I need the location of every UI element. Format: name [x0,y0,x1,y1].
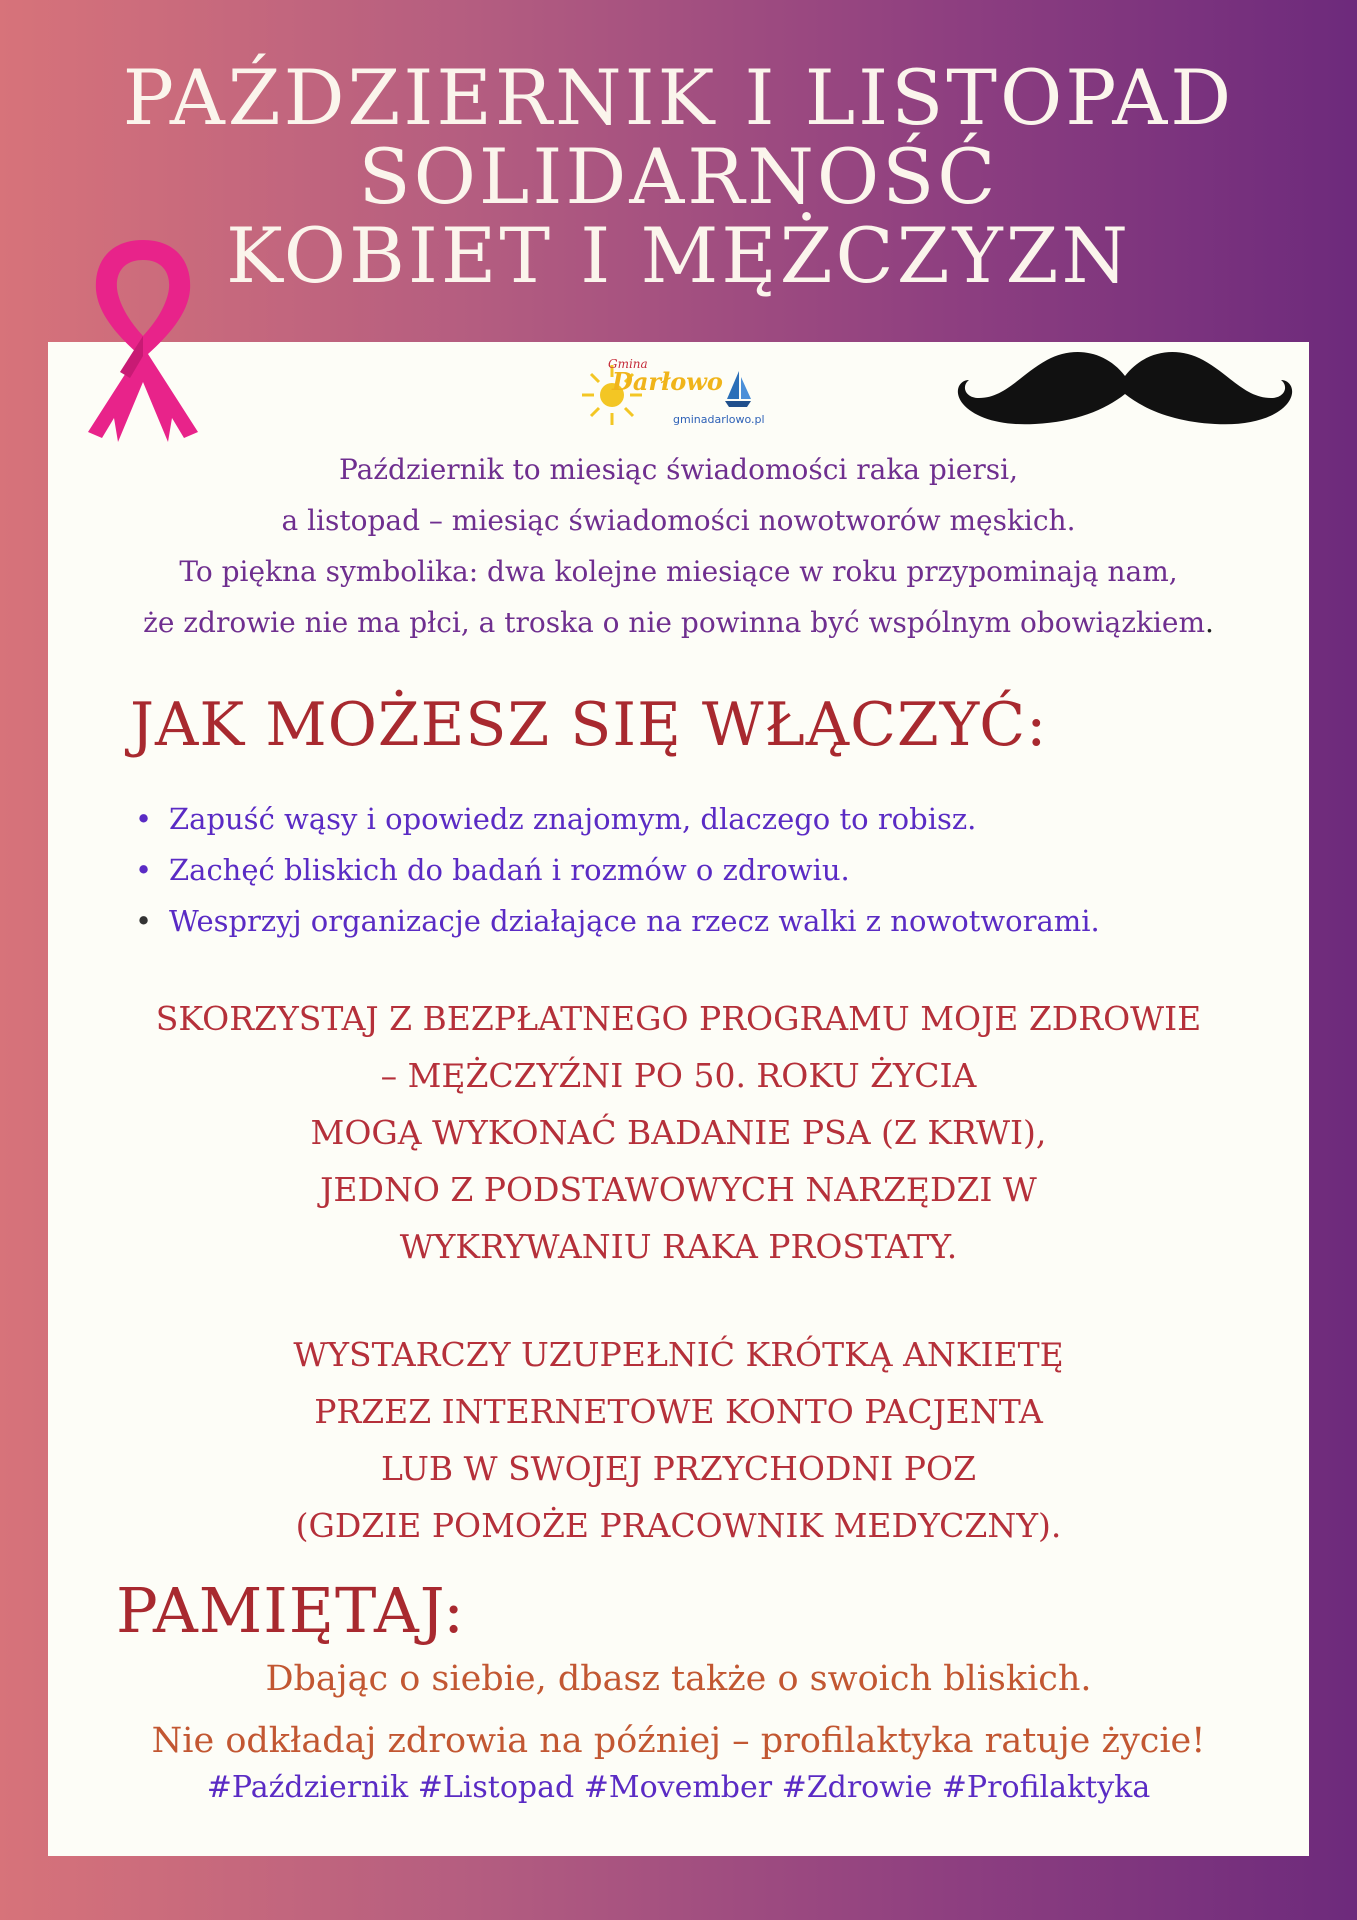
survey-info [48,1326,1309,1554]
list-item-text: Zachęć bliskich do badań i rozmów o zdrowiu. [169,853,850,887]
title-line-1: PAŹDZIERNIK I LISTOPAD [122,53,1235,142]
intro-line-1: Październik to miesiąc świadomości raka piersi, [339,453,1018,486]
intro-line-4-end: . [1205,606,1214,639]
program-line: WYKRYWANIU RAKA PROSTATY. [399,1227,958,1266]
title-line-2: SOLIDARNOŚĆ [358,132,999,221]
remember-text [48,1648,1309,1772]
list-item-text: Wesprzyj organizacje działające na rzecz walki z nowotworami. [169,904,1100,938]
program-line: – MĘŻCZYŹNI PO 50. ROKU ŻYCIA [380,1056,977,1095]
survey-line: WYSTARCZY UZUPEŁNIĆ KRÓTKĄ ANKIETĘ [293,1335,1064,1374]
list-item [135,794,1100,845]
hashtags: #Październik #Listopad #Movember #Zdrowie #Profilaktyka [206,1770,1151,1805]
mustache-icon [955,346,1295,446]
intro-line-4 [48,597,1309,648]
intro-line-3: To piękna symbolika: dwa kolejne miesiące w roku przypominają nam, [179,555,1178,588]
program-info [48,990,1309,1275]
sailboat-icon [723,369,753,409]
list-item [135,896,1100,947]
intro-paragraph [48,444,1309,648]
title-line-3: KOBIET I MĘŻCZYZN [226,211,1131,300]
program-line: JEDNO Z PODSTAWOWYCH NARZĘDZI W [320,1170,1037,1209]
program-line: MOGĄ WYKONAĆ BADANIE PSA (Z KRWI), [310,1113,1047,1152]
logo-name: Darłowo [612,367,723,396]
logo-prefix: Gmina [608,357,648,371]
remember-line-2: Nie odkładaj zdrowia na później – profilaktyka ratuje życie! [151,1721,1206,1761]
survey-line: LUB W SWOJEJ PRZYCHODNI POZ [381,1449,976,1488]
logo-url: gminadarlowo.pl [673,413,765,426]
intro-line-4-text: że zdrowie nie ma płci, a troska o nie powinna być wspólnym obowiązkiem [143,606,1205,639]
survey-line: (GDZIE POMOŻE PRACOWNIK MEDYCZNY). [295,1506,1062,1545]
survey-line: PRZEZ INTERNETOWE KONTO PACJENTA [314,1392,1043,1431]
bullet-icon: • [135,802,153,836]
list-item [135,845,1100,896]
join-list [135,794,1100,947]
pink-ribbon-icon [80,232,206,460]
join-heading: JAK MOŻESZ SIĘ WŁĄCZYĆ: [130,690,1048,760]
remember-line-1: Dbając o siebie, dbasz także o swoich bliskich. [265,1659,1092,1699]
gmina-darlowo-logo [578,355,765,439]
program-line: SKORZYSTAJ Z BEZPŁATNEGO PROGRAMU MOJE ZDROWIE [155,999,1202,1038]
bullet-icon: • [135,904,153,938]
intro-line-2: a listopad – miesiąc świadomości nowotworów męskich. [281,504,1076,537]
bullet-icon: • [135,853,153,887]
remember-heading: PAMIĘTAJ: [116,1574,466,1647]
list-item-text: Zapuść wąsy i opowiedz znajomym, dlaczego to robisz. [169,802,977,836]
